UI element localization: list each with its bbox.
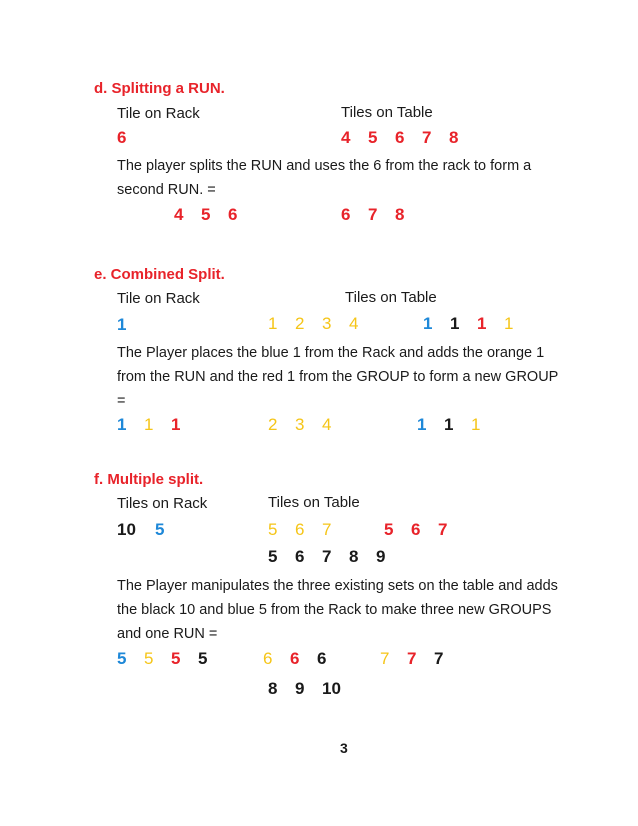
tile-number: 2 <box>295 314 305 333</box>
tile-number: 8 <box>395 205 405 224</box>
tile-number: 5 <box>144 649 154 668</box>
section-f-table-set-3 <box>268 547 403 567</box>
section-f-result-4 <box>268 679 360 699</box>
section-d-rack-label: Tile on Rack <box>117 105 200 122</box>
tile-number: 8 <box>268 679 278 698</box>
tile-number: 8 <box>449 128 459 147</box>
tile-number: 2 <box>268 415 278 434</box>
section-e-result-3 <box>417 415 498 435</box>
section-f-table-set-2 <box>384 520 465 540</box>
tile-number: 6 <box>117 128 127 147</box>
tile-number: 1 <box>117 315 127 334</box>
tile-number: 1 <box>477 314 487 333</box>
page-number: 3 <box>340 740 348 756</box>
tile-number: 1 <box>471 415 481 434</box>
tile-number: 1 <box>268 314 278 333</box>
section-d-rack-tiles <box>117 128 144 148</box>
tile-number: 1 <box>444 415 454 434</box>
tile-number: 5 <box>384 520 394 539</box>
tile-number: 6 <box>295 520 305 539</box>
section-e-rack-label: Tile on Rack <box>117 290 200 307</box>
section-f-table-set-1 <box>268 520 349 540</box>
tile-number: 1 <box>171 415 181 434</box>
section-d-heading: d. Splitting a RUN. <box>94 80 225 97</box>
tile-number: 4 <box>174 205 184 224</box>
tile-number: 5 <box>155 520 165 539</box>
section-f-table-label: Tiles on Table <box>268 494 360 511</box>
section-d-table-tiles <box>341 128 476 148</box>
tile-number: 6 <box>317 649 327 668</box>
tile-number: 3 <box>322 314 332 333</box>
tile-number: 5 <box>117 649 127 668</box>
section-e-result-2 <box>268 415 349 435</box>
tile-number: 1 <box>450 314 460 333</box>
tile-number: 10 <box>322 679 341 698</box>
section-f-description: The Player manipulates the three existing sets on the table and adds the black 10 and blue 5 from the Rack to make three new GROUPS and one RUN = <box>117 578 558 642</box>
tile-number: 7 <box>368 205 378 224</box>
tile-number: 7 <box>438 520 448 539</box>
tile-number: 7 <box>322 520 332 539</box>
tile-number: 7 <box>380 649 390 668</box>
section-e-table-run <box>268 314 376 334</box>
tile-number: 5 <box>268 547 278 566</box>
tile-number: 5 <box>201 205 211 224</box>
tile-number: 6 <box>228 205 238 224</box>
tile-number: 5 <box>268 520 278 539</box>
section-f-rack-tiles <box>117 520 182 540</box>
tile-number: 1 <box>144 415 154 434</box>
section-d-result-1 <box>174 205 255 225</box>
section-d-result-2 <box>341 205 422 225</box>
section-f-result-2 <box>263 649 344 669</box>
tile-number: 5 <box>368 128 378 147</box>
section-f-result-3 <box>380 649 461 669</box>
section-d-description: The player splits the RUN and uses the 6 from the rack to form a second RUN. = <box>117 158 532 198</box>
section-e-rack-tiles <box>117 315 144 335</box>
tile-number: 7 <box>322 547 332 566</box>
tile-number: 6 <box>395 128 405 147</box>
section-f-rack-label: Tiles on Rack <box>117 495 208 512</box>
tile-number: 1 <box>417 415 427 434</box>
section-e-result-1 <box>117 415 198 435</box>
tile-number: 7 <box>422 128 432 147</box>
tile-number: 6 <box>411 520 421 539</box>
tile-number: 9 <box>295 679 305 698</box>
tile-number: 1 <box>117 415 127 434</box>
tile-number: 6 <box>341 205 351 224</box>
tile-number: 5 <box>171 649 181 668</box>
section-e-table-group <box>423 314 531 334</box>
section-e-table-label: Tiles on Table <box>345 289 437 306</box>
tile-number: 10 <box>117 520 136 539</box>
tile-number: 8 <box>349 547 359 566</box>
tile-number: 6 <box>290 649 300 668</box>
tile-number: 1 <box>504 314 514 333</box>
tile-number: 7 <box>407 649 417 668</box>
tile-number: 4 <box>322 415 332 434</box>
tile-number: 7 <box>434 649 444 668</box>
section-e-description: The Player places the blue 1 from the Rack and adds the orange 1 from the RUN and the red 1 from the GROUP to form a new GROUP = <box>117 345 559 409</box>
tile-number: 3 <box>295 415 305 434</box>
tile-number: 6 <box>263 649 273 668</box>
section-d-table-label: Tiles on Table <box>341 104 433 121</box>
section-e-heading: e. Combined Split. <box>94 266 225 283</box>
section-f-heading: f. Multiple split. <box>94 471 204 488</box>
tile-number: 9 <box>376 547 386 566</box>
section-f-result-1 <box>117 649 225 669</box>
tile-number: 4 <box>349 314 359 333</box>
tile-number: 4 <box>341 128 351 147</box>
tile-number: 5 <box>198 649 208 668</box>
tile-number: 1 <box>423 314 433 333</box>
tile-number: 6 <box>295 547 305 566</box>
